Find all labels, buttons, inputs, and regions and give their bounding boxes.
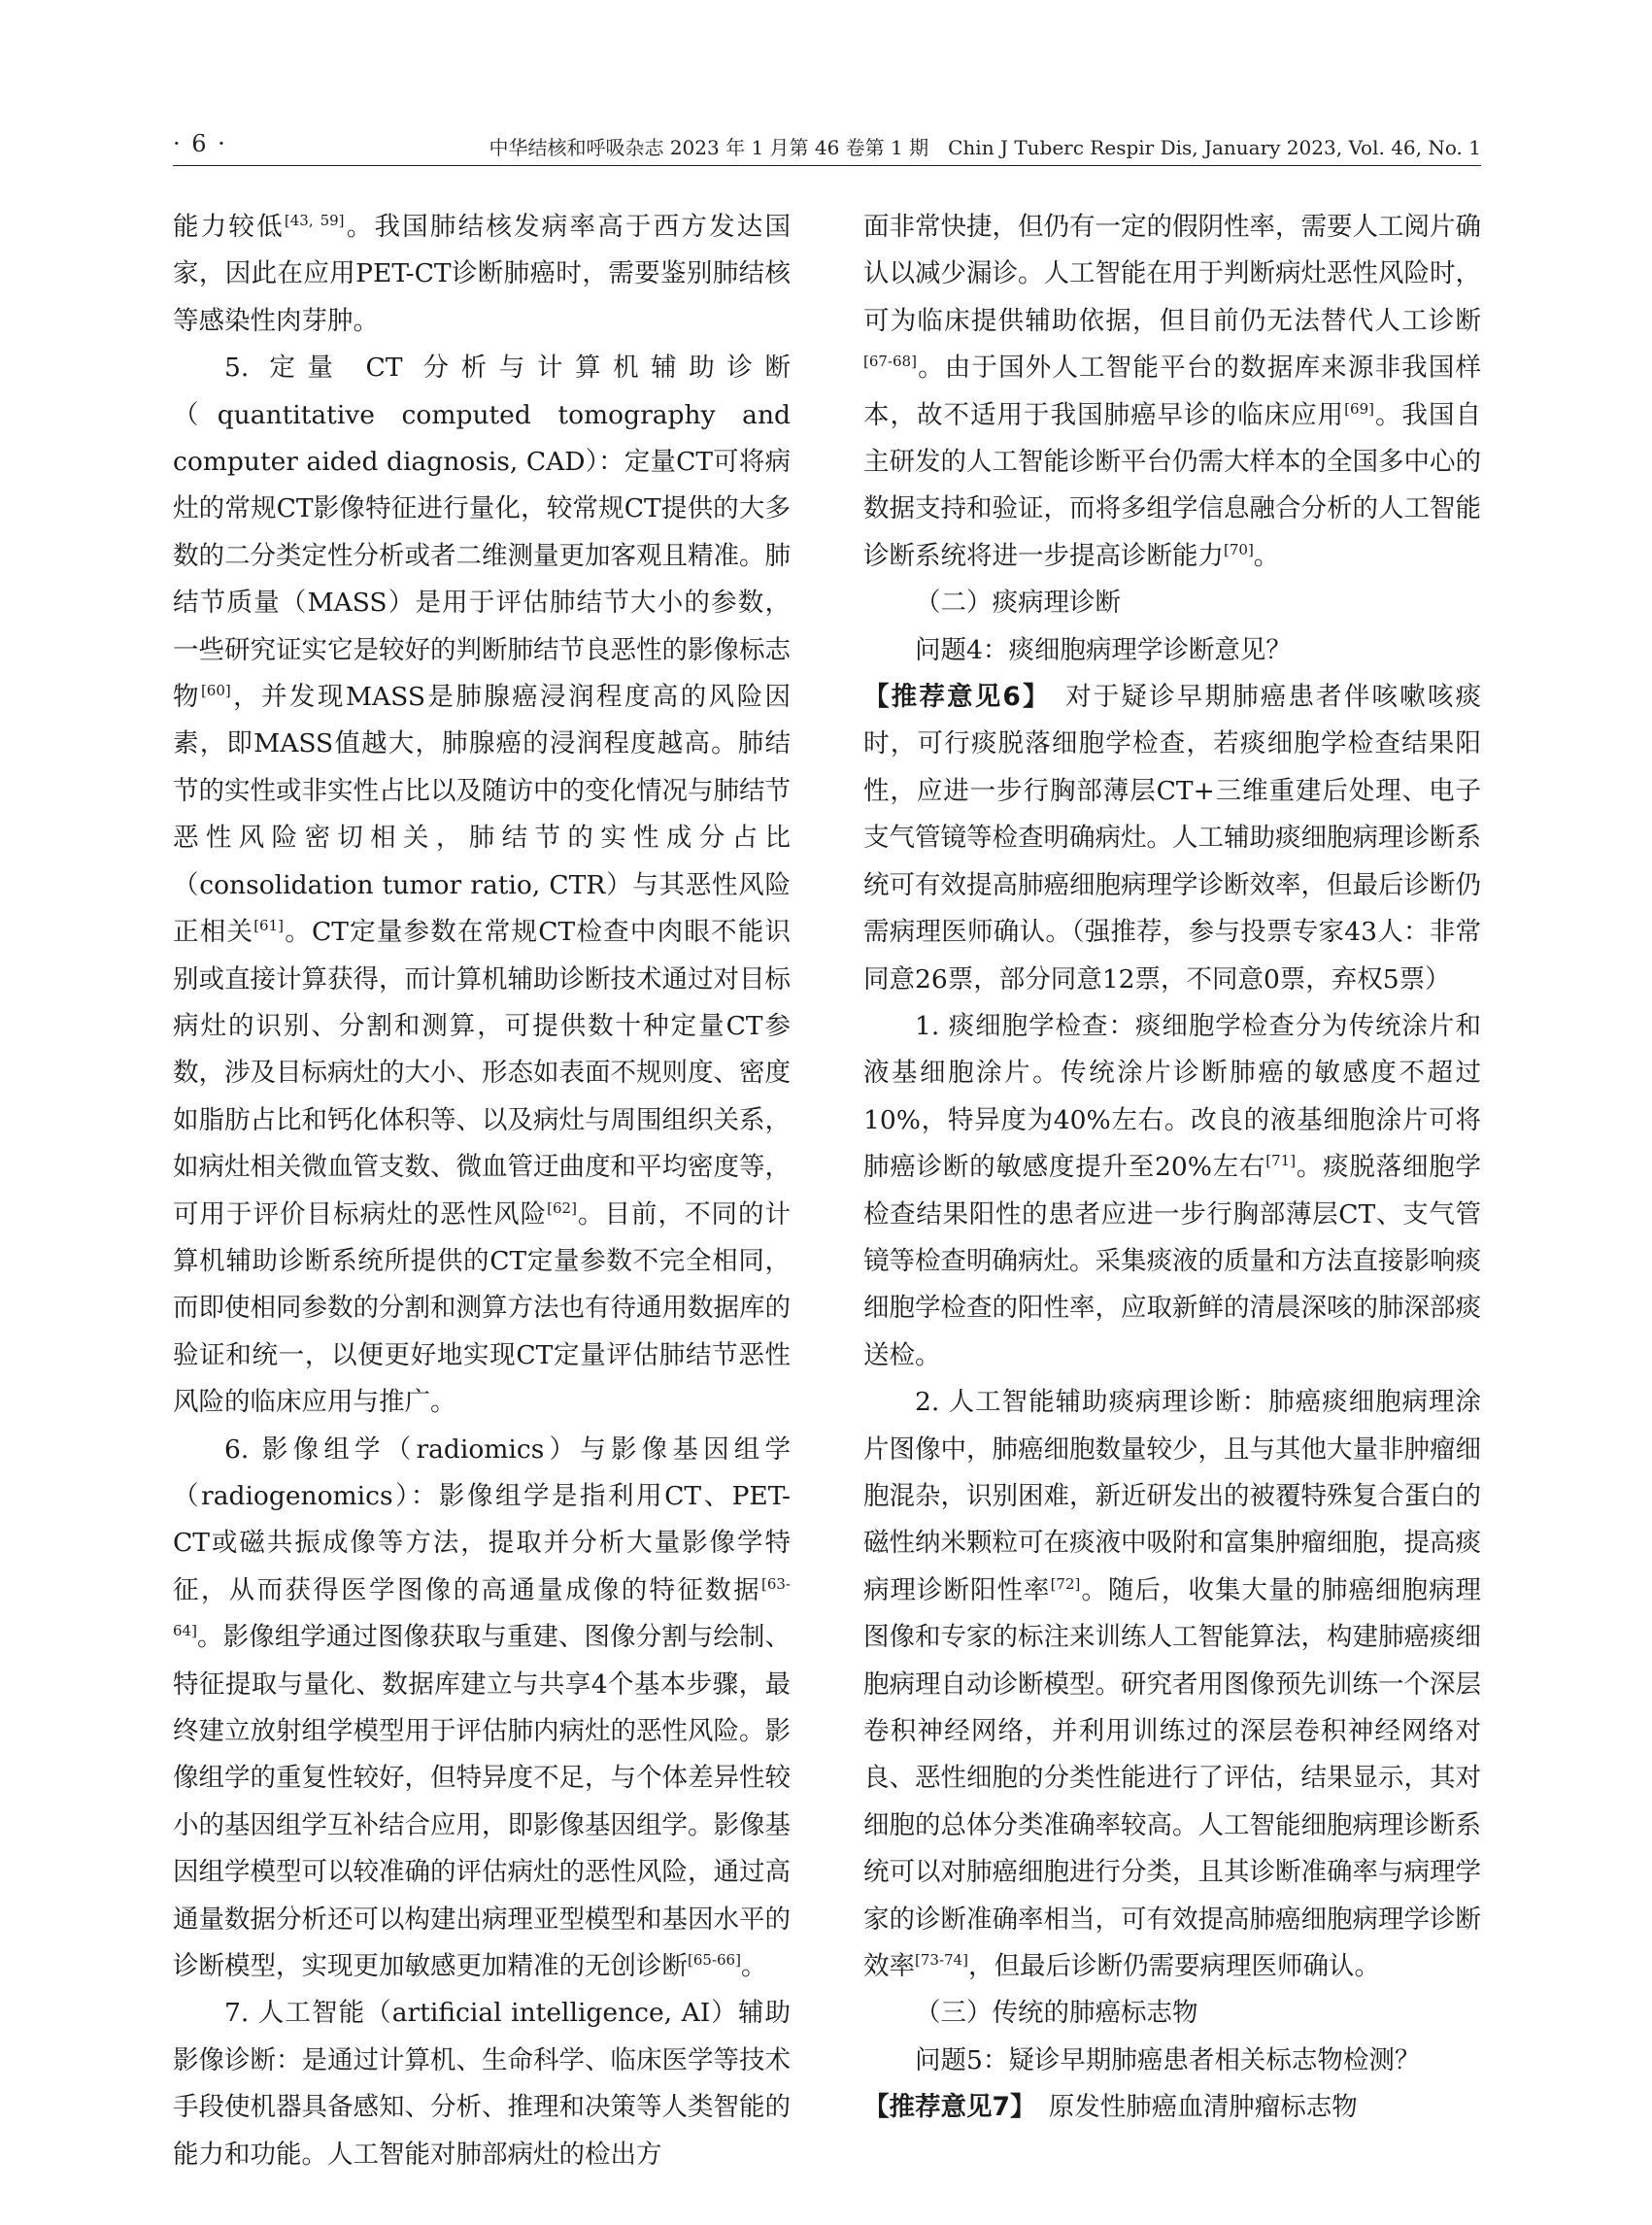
paragraph-radiomics: 6. 影像组学（radiomics）与影像基因组学（radiogenomics）：影像组学是指利用CT、PET-CT或磁共振成像等方法，提取并分析大量影像学特征，从而获得医学图像的高通量成像的特征数据[63-64]。影像组学通过图像获取与重建、图像分割与绘制、特征提取与量化、数据库建立与共享4个基本步骤，最终建立放射组学模型用于评估肺内病灶的恶性风险。影像组学的重复性较好，但特异度不足，与个体差异性较小的基因组学互补结合应用，即影像基因组学。影像基因组学模型可以较准确的评估病灶的恶性风险，通过高通量数据分析还可以构建出病理亚型模型和基因水平的诊断模型，实现更加敏感更加精准的无创诊断[65-66]。 [173,1433,791,1982]
paragraph-ai-sputum: 2. 人工智能辅助痰病理诊断：肺癌痰细胞病理涂片图像中，肺癌细胞数量较少，且与其他大量非肿瘤细胞混杂，识别困难，新近研发出的被覆特殊复合蛋白的磁性纳米颗粒可在痰液中吸附和富集肿瘤细胞，提高痰病理诊断阳性率[72]。随后，收集大量的肺癌细胞病理图像和专家的标注来训练人工智能算法，构建肺癌痰细胞病理自动诊断模型。研究者用图像预先训练一个深层卷积神经网络，并利用训练过的深层卷积神经网络对良、恶性细胞的分类性能进行了评估，结果显示，其对细胞的总体分类准确率较高。人工智能细胞病理诊断系统可以对肺癌细胞进行分类，且其诊断准确率与病理学家的诊断准确率相当，可有效提高肺癌细胞病理学诊断效率[73-74]，但最后诊断仍需要病理医师确认。 [863,1387,1481,1982]
citation[interactable]: [73-74] [915,1951,968,1970]
citation[interactable]: [72] [1050,1574,1081,1593]
citation[interactable]: [61] [253,917,284,935]
recommendation-tag: 【推荐意见7】 [863,2092,1024,2123]
left-column [173,204,791,2175]
journal-citation: 中华结核和呼吸杂志 2023 年 1 月第 46 卷第 1 期 Chin J Tuberc Respir Dis, January 2023, Vol. 46, No. 1 [489,136,1481,159]
recommendation-7: 【推荐意见7】 原发性肺癌血清肿瘤标志物 [863,2092,1358,2123]
paragraph-ai-imaging: 7. 人工智能（artificial intelligence, AI）辅助影像诊断：是通过计算机、生命科学、临床医学等技术手段使机器具备感知、分析、推理和决策等人类智能的能力和功能。人工智能对肺部病灶的检出方 [173,1998,791,2170]
question-5: 问题5：疑诊早期肺癌患者相关标志物检测？ [915,2044,1421,2075]
recommendation-6: 【推荐意见6】 对于疑诊早期肺癌患者伴咳嗽咳痰时，可行痰脱落细胞学检查，若痰细胞学检查结果阳性，应进一步行胸部薄层CT+三维重建后处理、电子支气管镜等检查明确病灶。人工辅助痰细胞病理诊断系统可有效提高肺癌细胞病理学诊断效率，但最后诊断仍需病理医师确认。（强推荐，参与投票专家43人：非常同意26票，部分同意12票，不同意0票，弃权5票） [863,682,1481,995]
question-4: 问题4：痰细胞病理学诊断意见？ [915,634,1292,665]
right-column [863,204,1481,2175]
citation[interactable]: [63-64] [173,1574,791,1640]
paragraph-continued: 能力较低[43, 59]。我国肺结核发病率高于西方发达国家，因此在应用PET-CT诊断肺癌时，需要鉴别肺结核等感染性肉芽肿。 [173,212,791,336]
citation[interactable]: [60] [200,682,231,700]
recommendation-tag: 【推荐意见6】 [863,682,1038,713]
citation[interactable]: [65-66] [688,1951,741,1970]
section-heading-sputum-pathology: （二）痰病理诊断 [915,588,1121,619]
page-number: · 6 · [173,130,227,157]
citation[interactable]: [43, 59] [284,212,345,230]
citation[interactable]: [71] [1265,1152,1297,1170]
citation[interactable]: [62] [547,1198,577,1217]
running-header [173,126,1481,166]
section-heading-tumor-markers: （三）传统的肺癌标志物 [915,1998,1198,2029]
paragraph-quantitative-ct: 5. 定量 CT 分析与计算机辅助诊断（quantitative computed tomography and computer aided diagnosis, CAD）：定量CT可将病灶的常规CT影像特征进行量化，较常规CT提供的大多数的二分类定性分析或者二维测量更加客观且精准。肺结节质量（MASS）是用于评估肺结节大小的参数，一些研究证实它是较好的判断肺结节良恶性的影像标志物[60]，并发现MASS是肺腺癌浸润程度高的风险因素，即MASS值越大，肺腺癌的浸润程度越高。肺结节的实性或非实性占比以及随访中的变化情况与肺结节恶性风险密切相关，肺结节的实性成分占比（consolidation tumor ratio, CTR）与其恶性风险正相关[61]。CT定量参数在常规CT检查中肉眼不能识别或直接计算获得，而计算机辅助诊断技术通过对目标病灶的识别、分割和测算，可提供数十种定量CT参数，涉及目标病灶的大小、形态如表面不规则度、密度如脂肪占比和钙化体积等、以及病灶与周围组织关系，如病灶相关微血管支数、微血管迂曲度和平均密度等，可用于评价目标病灶的恶性风险[62]。目前，不同的计算机辅助诊断系统所提供的CT定量参数不完全相同，而即使相同参数的分割和测算方法也有待通用数据库的验证和统一，以便更好地实现CT定量评估肺结节恶性风险的临床应用与推广。 [173,353,791,1418]
citation[interactable]: [70] [1224,541,1254,559]
citation[interactable]: [67-68] [863,353,917,371]
citation[interactable]: [69] [1344,399,1374,418]
paragraph-continued: 面非常快捷，但仍有一定的假阴性率，需要人工阅片确认以减少漏诊。人工智能在用于判断病灶恶性风险时，可为临床提供辅助依据，但目前仍无法替代人工诊断[67-68]。由于国外人工智能平台的数据库来源非我国样本，故不适用于我国肺癌早诊的临床应用[69]。我国自主研发的人工智能诊断平台仍需大样本的全国多中心的数据支持和验证，而将多组学信息融合分析的人工智能诊断系统将进一步提高诊断能力[70]。 [863,212,1481,571]
paragraph-sputum-cytology: 1. 痰细胞学检查：痰细胞学检查分为传统涂片和液基细胞涂片。传统涂片诊断肺癌的敏感度不超过10%，特异度为40%左右。改良的液基细胞涂片可将肺癌诊断的敏感度提升至20%左右[71]。痰脱落细胞学检查结果阳性的患者应进一步行胸部薄层CT、支气管镜等检查明确病灶。采集痰液的质量和方法直接影响痰细胞学检查的阳性率，应取新鲜的清晨深咳的肺深部痰送检。 [863,1010,1481,1370]
